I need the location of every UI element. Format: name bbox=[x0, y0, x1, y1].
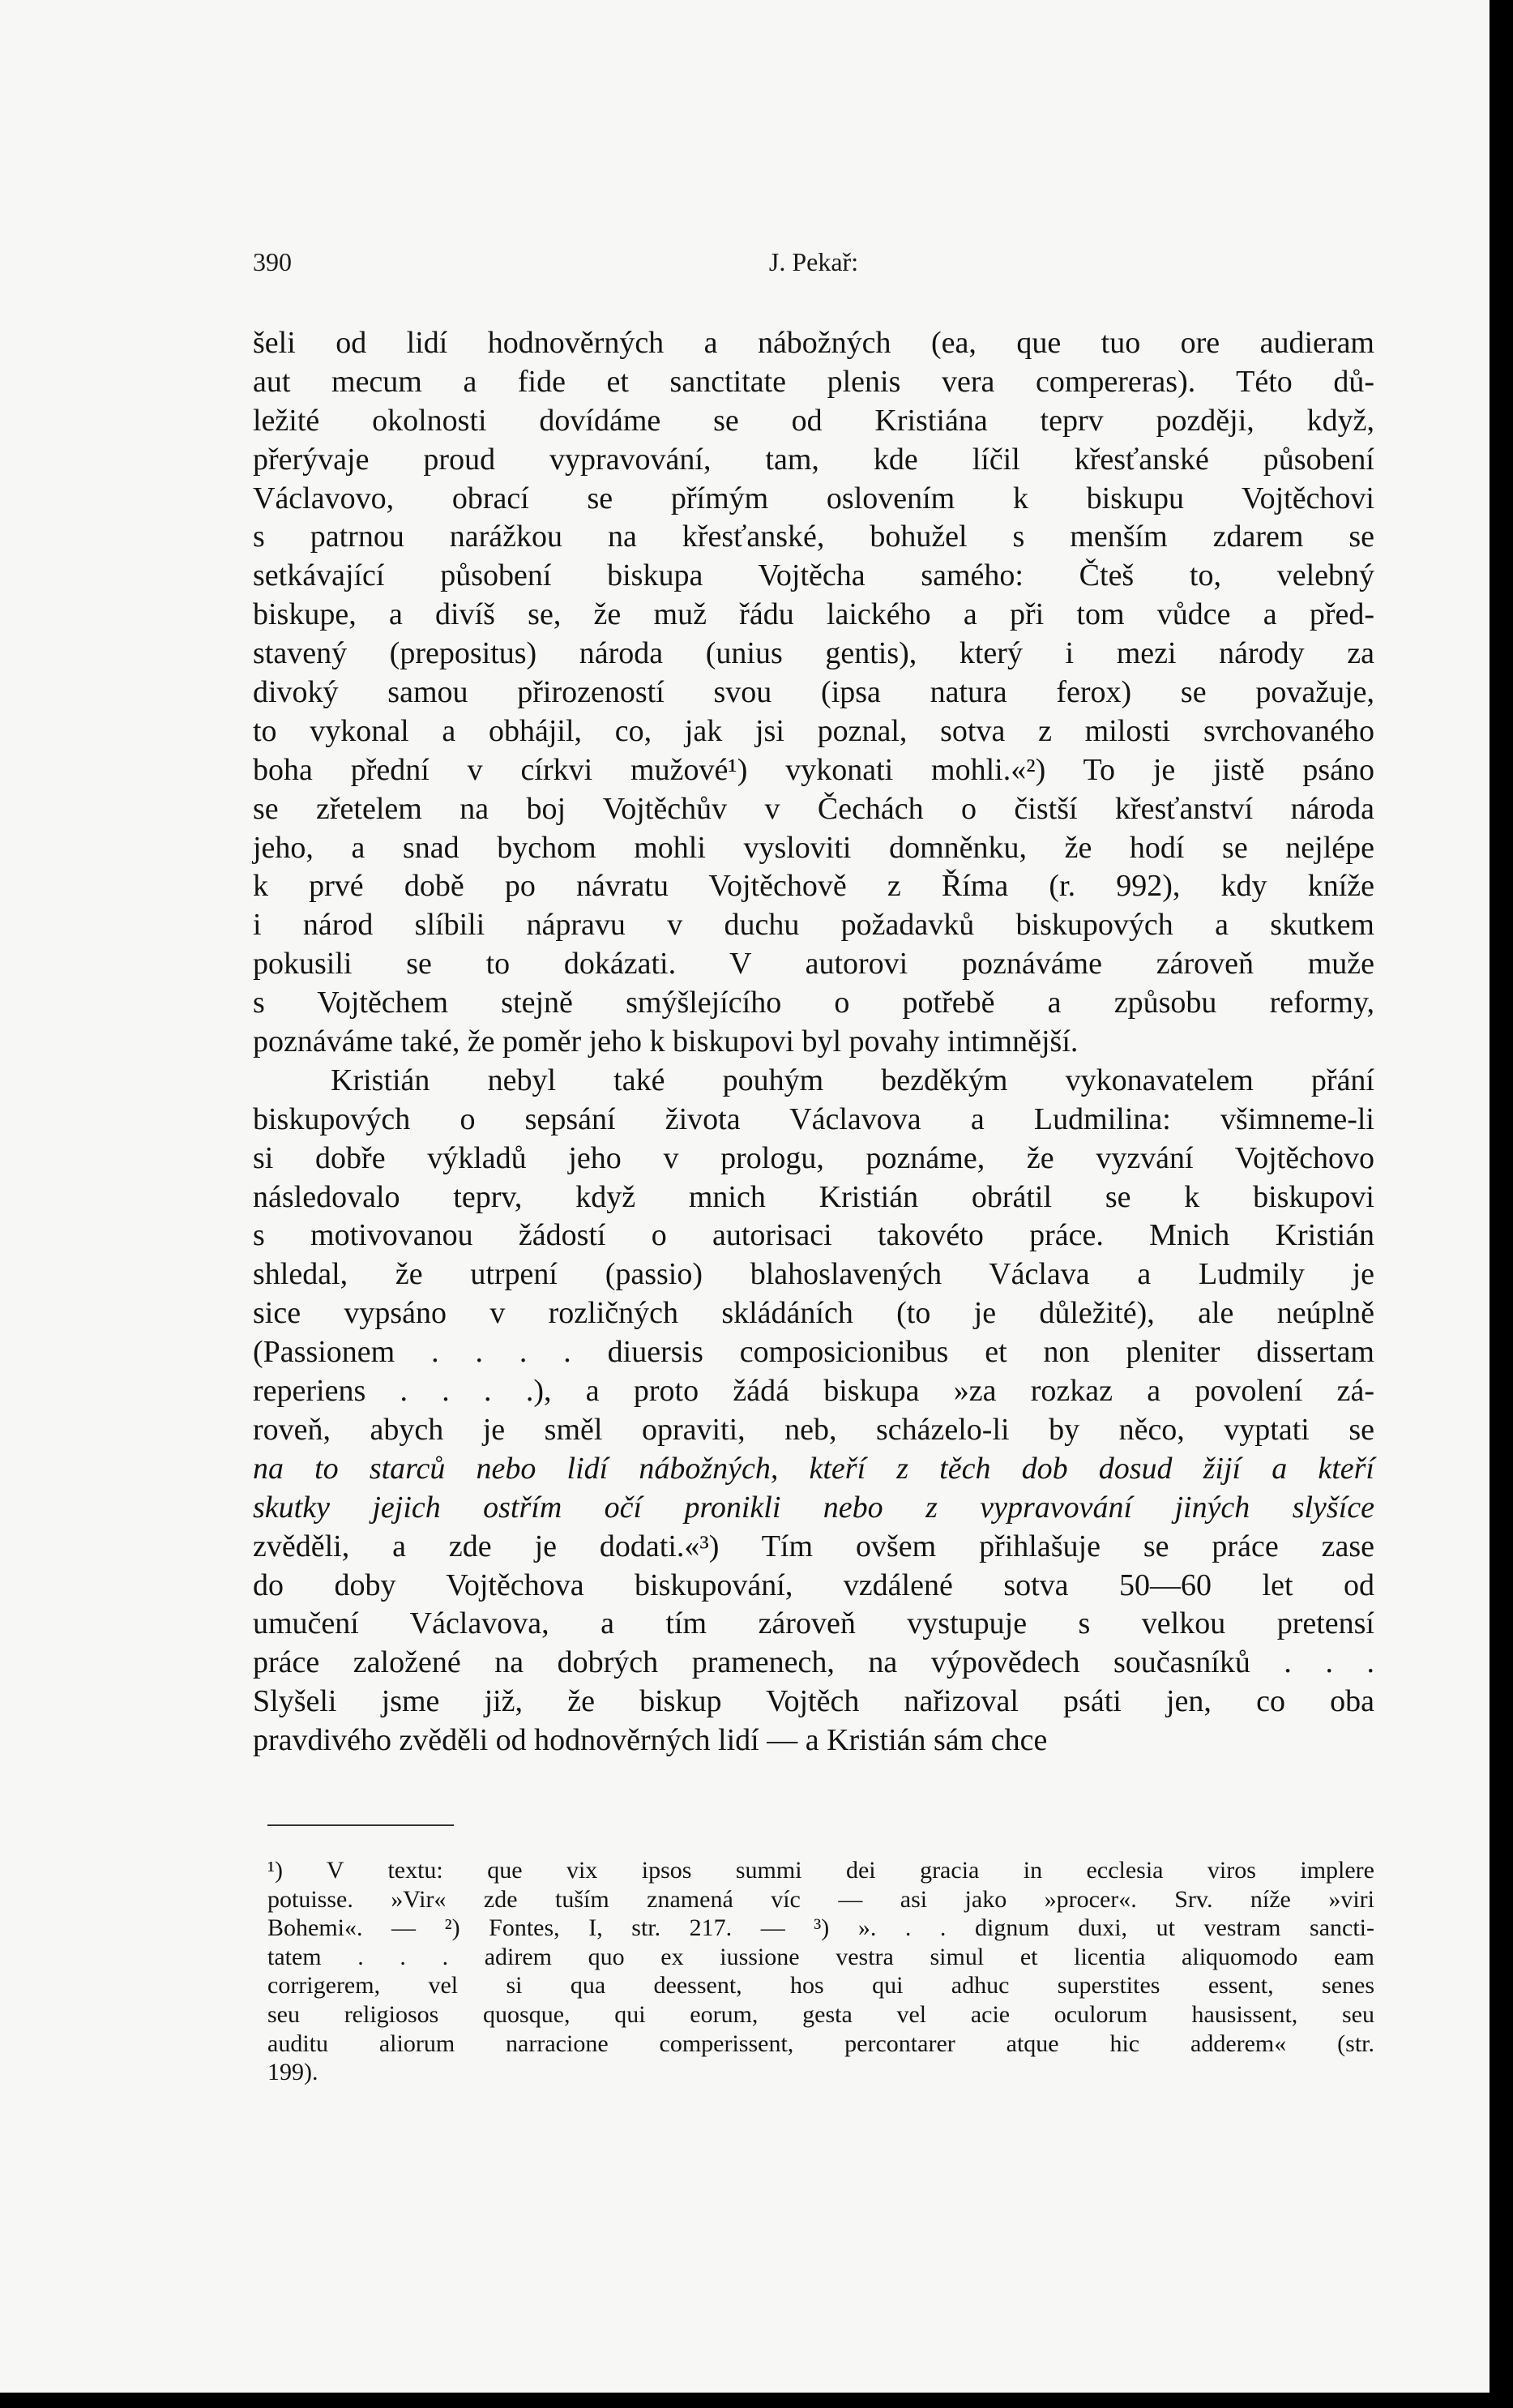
text-line: se zřetelem na boj Vojtěchův v Čechách o čistší křesťanství národa bbox=[253, 791, 1374, 826]
footnote-rule bbox=[267, 1824, 454, 1826]
text-line: s motivovanou žádostí o autorisaci takovéto práce. Mnich Kristián bbox=[253, 1218, 1374, 1253]
text-line: s patrnou narážkou na křesťanské, bohužel s menším zdarem se bbox=[253, 520, 1374, 554]
text-line: jeho, a snad bychom mohli vysloviti domněnku, že hodí se nejlépe bbox=[253, 830, 1374, 865]
text-line-paragraph-start: Kristián nebyl také pouhým bezděkým vykonavatelem přání bbox=[331, 1063, 1374, 1097]
text-line: k prvé době po návratu Vojtěchově z Říma (r. 992), kdy kníže bbox=[253, 869, 1374, 904]
text-line: biskupových o sepsání života Václavova a Ludmilina: všimneme-li bbox=[253, 1101, 1374, 1136]
text-line: shledal, že utrpení (passio) blahoslavených Václava a Ludmily je bbox=[253, 1257, 1374, 1292]
text-line: do doby Vojtěchova biskupování, vzdálené sotva 50—60 let od bbox=[253, 1568, 1374, 1602]
text-line: roveň, abych je směl opraviti, neb, scházelo-li by něco, vyptati se bbox=[253, 1412, 1374, 1447]
page-header bbox=[253, 239, 1374, 280]
text-line: setkávající působení biskupa Vojtěcha samého: Čteš to, velebný bbox=[253, 558, 1374, 593]
text-line: sice vypsáno v rozličných skládáních (to je důležité), ale neúplně bbox=[253, 1296, 1374, 1331]
text-line: umučení Václavova, a tím zároveň vystupuje s velkou pretensí bbox=[253, 1606, 1374, 1641]
text-line: následovalo teprv, když mnich Kristián obrátil se k biskupovi bbox=[253, 1179, 1374, 1214]
text-line: boha přední v církvi mužové¹) vykonati mohli.«²) To je jistě psáno bbox=[253, 752, 1374, 787]
text-line-italic: skutky jejich ostřím očí pronikli nebo z vypravování jiných slyšíce bbox=[253, 1490, 1374, 1525]
text-line: ležité okolnosti dovídáme se od Kristiána teprv později, když, bbox=[253, 403, 1374, 438]
text-line-italic: na to starců nebo lidí nábožných, kteří z těch dob dosud žijí a kteří bbox=[253, 1451, 1374, 1486]
footnote-line: auditu aliorum narracione comperissent, percontarer atque hic adderem« (str. bbox=[267, 2029, 1374, 2057]
text-line: si dobře výkladů jeho v prologu, poznáme, že vyzvání Vojtěchovo bbox=[253, 1140, 1374, 1175]
text-line: i národ slíbili nápravu v duchu požadavků biskupových a skutkem bbox=[253, 908, 1374, 943]
footnote-line: ¹) V textu: que vix ipsos summi dei gracia in ecclesia viros implere bbox=[267, 1857, 1374, 1884]
text-line: šeli od lidí hodnověrných a nábožných (ea, que tuo ore audieram bbox=[253, 326, 1374, 360]
footnote-line: tatem . . . adirem quo ex iussione vestra simul et licentia aliquomodo eam bbox=[267, 1943, 1374, 1970]
running-head: J. Pekař: bbox=[768, 247, 859, 276]
page-number: 390 bbox=[253, 247, 292, 276]
text-line: přerývaje proud vypravování, tam, kde líčil křesťanské působení bbox=[253, 442, 1374, 477]
footnote-line: potuisse. »Vir« zde tuším znamená víc — asi jako »procer«. Srv. níže »viri bbox=[267, 1885, 1374, 1913]
text-line: stavený (prepositus) národa (unius gentis), který i mezi národy za bbox=[253, 636, 1374, 671]
text-line: poznáváme také, že poměr jeho k biskupovi byl povahy intimnější. bbox=[253, 1024, 1079, 1059]
text-line: Václavovo, obrací se přímým oslovením k biskupu Vojtěchovi bbox=[253, 481, 1374, 515]
footnote-line: Bohemi«. — ²) Fontes, I, str. 217. — ³) ». . . dignum duxi, ut vestram sancti- bbox=[267, 1914, 1374, 1942]
text-line: pokusili se to dokázati. V autorovi poznáváme zároveň muže bbox=[253, 947, 1374, 982]
main-text bbox=[253, 324, 1374, 1760]
text-line: (Passionem . . . . diuersis composicionibus et non pleniter dissertam bbox=[253, 1335, 1374, 1370]
text-line: práce založené na dobrých pramenech, na výpovědech současníků . . . bbox=[253, 1645, 1374, 1680]
text-line: zvěděli, a zde je dodati.«³) Tím ovšem přihlašuje se práce zase bbox=[253, 1529, 1374, 1563]
text-line: to vykonal a obhájil, co, jak jsi poznal, sotva z milosti svrchovaného bbox=[253, 713, 1374, 748]
text-line: Slyšeli jsme již, že biskup Vojtěch nařizoval psáti jen, co oba bbox=[253, 1684, 1374, 1719]
text-line: biskupe, a divíš se, že muž řádu laického a při tom vůdce a před- bbox=[253, 597, 1374, 632]
text-line: s Vojtěchem stejně smýšlejícího o potřebě a způsobu reformy, bbox=[253, 986, 1374, 1020]
text-line: aut mecum a fide et sanctitate plenis vera compereras). Této dů- bbox=[253, 364, 1374, 399]
scan-border-bottom bbox=[0, 2393, 1513, 2408]
text-line: pravdivého zvěděli od hodnověrných lidí — a Kristián sám chce bbox=[253, 1723, 1048, 1758]
footnote-line: 199). bbox=[267, 2059, 318, 2086]
text-line: reperiens . . . .), a proto žádá biskupa »za rozkaz a povolení zá- bbox=[253, 1374, 1374, 1409]
footnote-line: seu religiosos quosque, qui eorum, gesta vel acie oculorum hausissent, seu bbox=[267, 2000, 1374, 2028]
footnotes bbox=[267, 1856, 1374, 2087]
scan-border-right bbox=[1489, 0, 1513, 2408]
text-line: divoký samou přirozeností svou (ipsa natura ferox) se považuje, bbox=[253, 675, 1374, 710]
footnote-line: corrigerem, vel si qua deessent, hos qui adhuc superstites essent, senes bbox=[267, 1972, 1374, 2000]
